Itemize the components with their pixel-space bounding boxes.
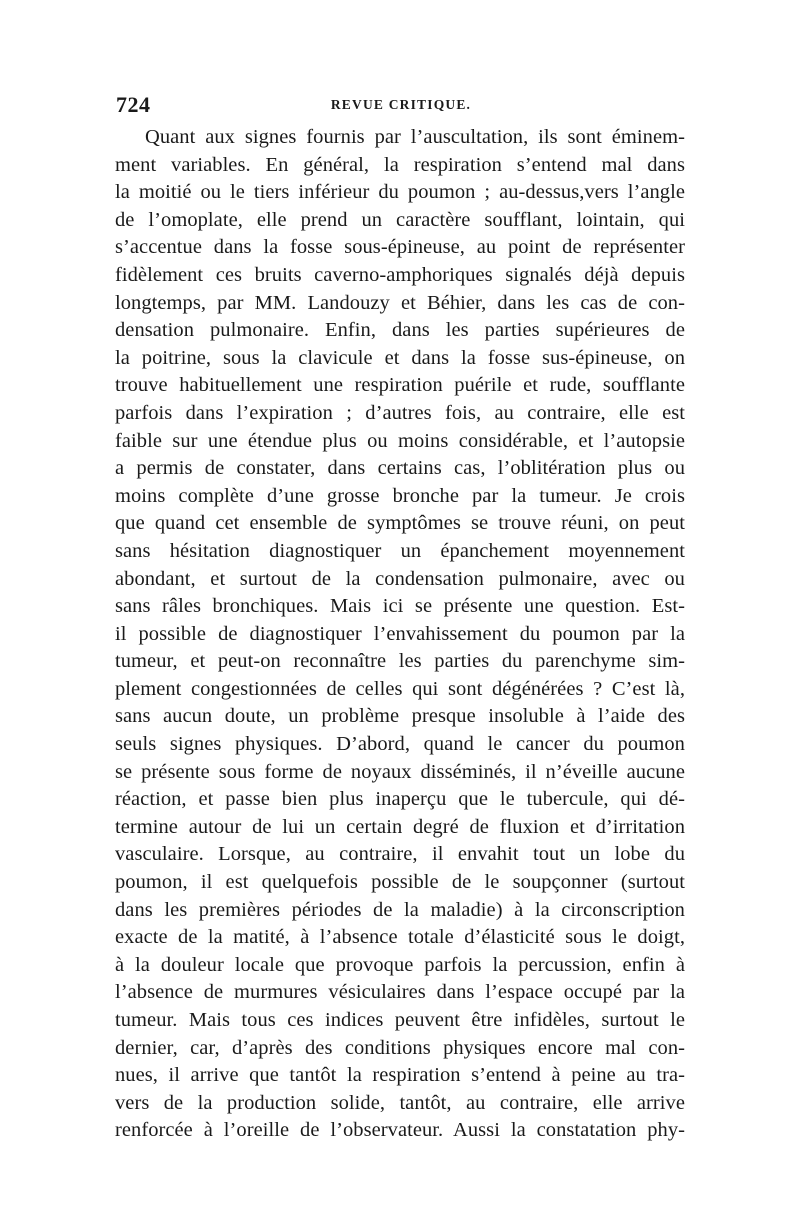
text-line: faible sur une étendue plus ou moins considérable, et l’autopsie <box>115 429 685 452</box>
text-line: se présente sous forme de noyaux disséminés, il n’éveille aucune <box>115 760 685 783</box>
text-line: densation pulmonaire. Enfin, dans les parties supérieures de <box>115 319 685 342</box>
text-line: longtemps, par MM. Landouzy et Béhier, dans les cas de con- <box>115 291 685 314</box>
text-line: seuls signes physiques. D’abord, quand le cancer du poumon <box>115 733 685 756</box>
text-line: s’accentue dans la fosse sous-épineuse, au point de représenter <box>115 236 685 259</box>
text-line: fidèlement ces bruits caverno-amphoriques signalés déjà depuis <box>115 263 685 286</box>
text-line: la poitrine, sous la clavicule et dans la fosse sus-épineuse, on <box>115 346 685 369</box>
text-line: moins complète d’une grosse bronche par la tumeur. Je crois <box>115 484 685 507</box>
text-line: tumeur. Mais tous ces indices peuvent être infidèles, surtout le <box>115 1009 685 1031</box>
body-paragraph <box>115 124 685 1145</box>
text-line: de l’omoplate, elle prend un caractère soufflant, lointain, qui <box>115 208 685 231</box>
text-line: vers de la production solide, tantôt, au contraire, elle arrive <box>115 1091 685 1114</box>
text-line: sans aucun doute, un problème presque insoluble à l’aide des <box>115 705 685 728</box>
page-header <box>116 92 686 122</box>
text-line: sans râles bronchiques. Mais ici se présente une question. Est- <box>115 595 685 618</box>
text-line: abondant, et surtout de la condensation pulmonaire, avec ou <box>115 567 685 590</box>
text-line: réaction, et passe bien plus inaperçu que le tubercule, qui dé- <box>115 788 685 811</box>
text-line: il possible de diagnostiquer l’envahissement du poumon par la <box>115 622 685 645</box>
text-line: la moitié ou le tiers inférieur du poumon ; au-dessus,vers l’angle <box>115 181 685 204</box>
text-line: exacte de la matité, à l’absence totale d’élasticité sous le doigt, <box>115 926 685 949</box>
running-title: REVUE CRITIQUE. <box>330 97 472 112</box>
text-line: dernier, car, d’après des conditions physiques encore mal con- <box>115 1036 685 1059</box>
text-line: trouve habituellement une respiration puérile et rude, soufflante <box>115 374 685 397</box>
text-line: l’absence de murmures vésiculaires dans l’espace occupé par la <box>115 981 685 1004</box>
text-line: poumon, il est quelquefois possible de le soupçonner (surtout <box>115 871 685 894</box>
text-line: que quand cet ensemble de symptômes se trouve réuni, on peut <box>115 512 685 535</box>
text-line: renforcée à l’oreille de l’observateur. Aussi la constatation phy- <box>115 1119 685 1142</box>
text-line: plement congestionnées de celles qui sont dégénérées ? C’est là, <box>115 677 685 700</box>
text-line: termine autour de lui un certain degré de fluxion et d’irritation <box>115 815 685 838</box>
text-line: ment variables. En général, la respiration s’entend mal dans <box>115 153 685 176</box>
text-line: dans les premières périodes de la maladie) à la circonscription <box>115 898 685 921</box>
text-line: vasculaire. Lorsque, au contraire, il envahit tout un lobe du <box>115 843 685 866</box>
text-line: nues, il arrive que tantôt la respiration s’entend à peine au tra- <box>115 1064 685 1087</box>
text-line: à la douleur locale que provoque parfois la percussion, enfin à <box>115 953 685 976</box>
page-number: 724 <box>116 92 151 117</box>
text-line: tumeur, et peut-on reconnaître les parties du parenchyme sim- <box>115 650 685 673</box>
text-line: parfois dans l’expiration ; d’autres fois, au contraire, elle est <box>115 401 685 424</box>
text-line: Quant aux signes fournis par l’auscultation, ils sont éminem- <box>145 126 685 148</box>
text-line: sans hésitation diagnostiquer un épanchement moyennement <box>115 539 685 562</box>
text-line: a permis de constater, dans certains cas, l’oblitération plus ou <box>115 457 685 480</box>
